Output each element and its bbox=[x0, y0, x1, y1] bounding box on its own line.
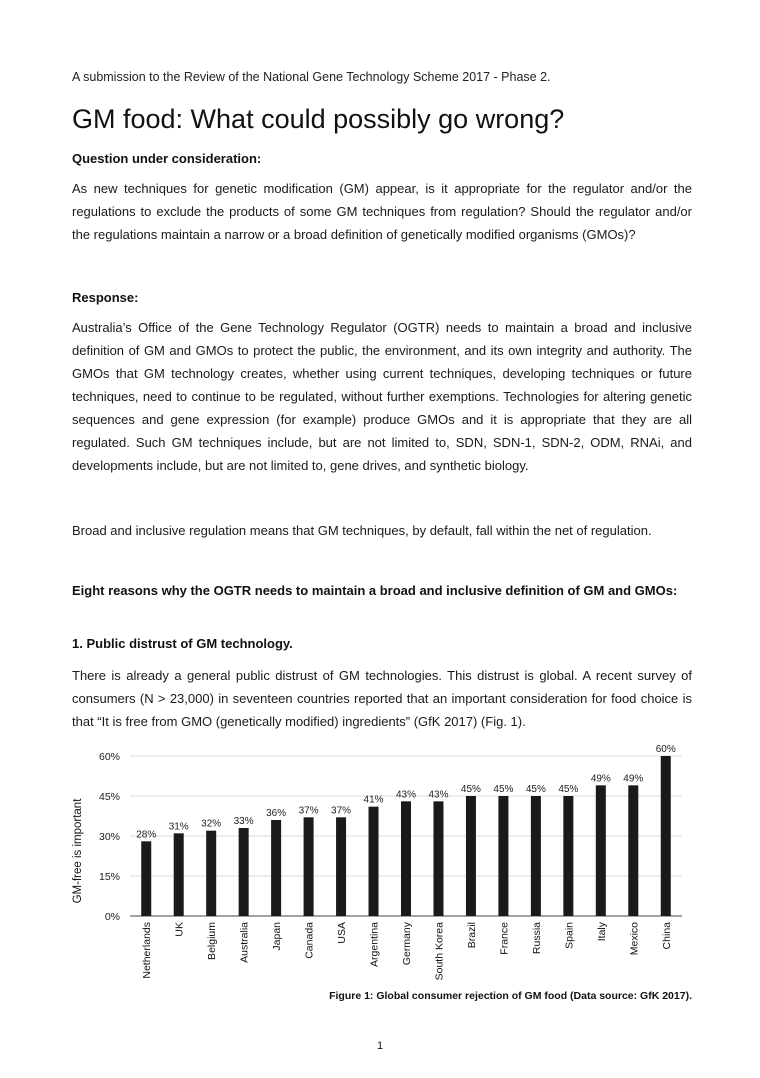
category-label: Japan bbox=[271, 922, 284, 951]
category-label: Canada bbox=[303, 922, 316, 959]
data-label: 37% bbox=[298, 805, 319, 817]
reason-1-heading: 1. Public distrust of GM technology. bbox=[72, 636, 293, 651]
bar bbox=[336, 817, 346, 916]
category-label: South Korea bbox=[433, 922, 446, 981]
question-paragraph: As new techniques for genetic modification (GM) appear, is it appropriate for the regulator and/or the regulations to exclude the products of some GM techniques from regulation? Should the regulator and/or the regulations maintain a narrow or a broad definition of genetically modified organisms (GMOs)? bbox=[72, 181, 692, 242]
bar bbox=[401, 801, 411, 916]
bar bbox=[628, 785, 638, 916]
category-label: China bbox=[660, 922, 673, 950]
y-tick-label: 0% bbox=[104, 911, 120, 923]
category-label: Germany bbox=[401, 922, 413, 966]
bar bbox=[466, 796, 476, 916]
bar bbox=[433, 801, 443, 916]
bar bbox=[498, 796, 508, 916]
category-label: Brazil bbox=[465, 922, 478, 949]
reason-1-paragraph: There is already a general public distrust of GM technologies. This distrust is global. A recent survey of consumers (N > 23,000) in seventeen countries reported that an important consideration for food choice is that “It is free from GMO (genetically modified) ingredients” (GfK 2017) (Fig. 1). bbox=[72, 668, 692, 729]
chart-y-axis-label: GM-free is important bbox=[72, 798, 84, 904]
data-label: 28% bbox=[136, 829, 157, 841]
data-label: 31% bbox=[168, 821, 189, 833]
bar bbox=[304, 817, 314, 916]
bar bbox=[661, 756, 671, 916]
gm-free-bar-chart bbox=[72, 736, 692, 986]
category-label: Argentina bbox=[368, 922, 381, 967]
page-number: 1 bbox=[376, 1040, 384, 1052]
category-label: France bbox=[498, 922, 511, 955]
category-label: Spain bbox=[563, 922, 576, 949]
chart-category-labels bbox=[141, 921, 673, 980]
response-paragraph: Australia’s Office of the Gene Technology Regulator (OGTR) needs to maintain a broad and inclusive definition of GM and GMOs to protect the public, the environment, and its own integrity and authority. The GMOs that GM technology creates, whether using current techniques, developing techniques or future techniques, need to continue to be regulated, without further exemptions. Technologies for altering genetic sequences and gene expression (for example) produce GMOs and it is appropriate that they are all regulated. Such GM techniques include, but are not limited to, SDN, SDN-1, SDN-2, ODM, RNAi, and developments include, but are not limited to, gene drives, and synthetic biology. bbox=[72, 320, 692, 473]
y-tick-label: 30% bbox=[98, 831, 120, 843]
eight-reasons-heading: Eight reasons why the OGTR needs to maintain a broad and inclusive definition of GM and GMOs: bbox=[72, 583, 678, 598]
category-label: UK bbox=[173, 922, 186, 937]
data-label: 36% bbox=[266, 808, 287, 819]
bar bbox=[531, 796, 541, 916]
y-tick-label: 15% bbox=[98, 871, 120, 883]
data-label: 45% bbox=[525, 784, 546, 795]
bar bbox=[239, 828, 249, 916]
bar bbox=[563, 796, 573, 916]
bar bbox=[206, 831, 216, 916]
submission-line: A submission to the Review of the National Gene Technology Scheme 2017 - Phase 2. bbox=[72, 70, 551, 84]
category-label: Netherlands bbox=[141, 922, 154, 979]
y-tick-label: 45% bbox=[98, 791, 120, 803]
figure-caption: Figure 1: Global consumer rejection of GM food (Data source: GfK 2017). bbox=[329, 990, 692, 1002]
category-label: Australia bbox=[238, 922, 251, 963]
response-paragraph-2: Broad and inclusive regulation means that GM techniques, by default, fall within the net of regulation. bbox=[72, 523, 652, 538]
y-tick-label: 60% bbox=[98, 751, 120, 763]
data-label: 60% bbox=[655, 744, 676, 755]
data-label: 45% bbox=[558, 784, 579, 795]
data-label: 43% bbox=[428, 789, 449, 801]
chart-y-tick-labels bbox=[99, 751, 120, 923]
page-title: GM food: What could possibly go wrong? bbox=[72, 104, 565, 134]
category-label: Mexico bbox=[628, 922, 641, 956]
data-label: 32% bbox=[201, 818, 222, 830]
bar bbox=[596, 785, 606, 916]
data-label: 41% bbox=[363, 794, 384, 806]
data-label: 43% bbox=[395, 789, 417, 801]
question-heading: Question under consideration: bbox=[72, 151, 262, 166]
bar bbox=[369, 807, 379, 916]
data-label: 37% bbox=[331, 805, 352, 817]
data-label: 45% bbox=[460, 784, 481, 795]
category-label: USA bbox=[336, 922, 349, 944]
data-label: 45% bbox=[493, 784, 514, 795]
bar bbox=[271, 820, 281, 916]
data-label: 49% bbox=[590, 773, 611, 785]
data-label: 33% bbox=[233, 816, 254, 827]
bar bbox=[174, 833, 184, 916]
data-label: 49% bbox=[623, 773, 644, 785]
category-label: Russia bbox=[530, 922, 543, 955]
bar bbox=[141, 841, 151, 916]
response-heading: Response: bbox=[72, 290, 139, 305]
category-label: Italy bbox=[595, 922, 608, 942]
category-label: Belgium bbox=[206, 922, 219, 960]
